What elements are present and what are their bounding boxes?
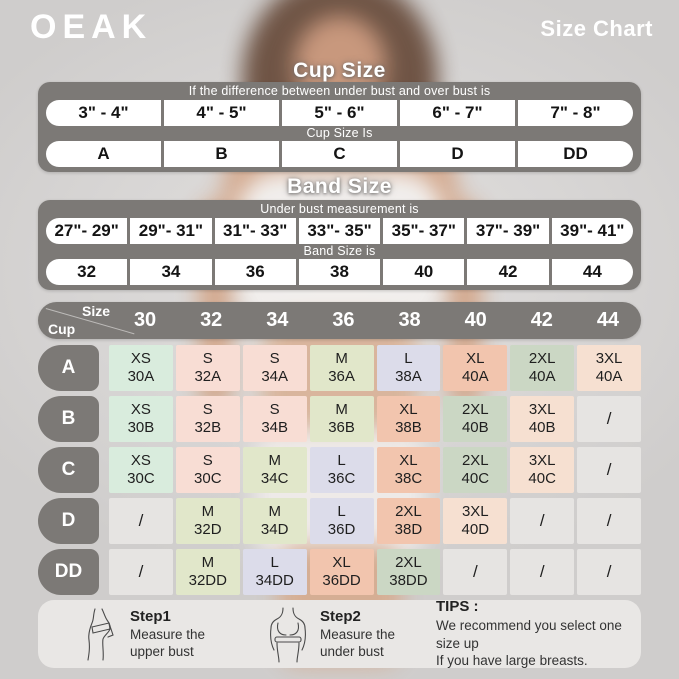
matrix-cell: XL 38C [377, 447, 441, 493]
band-range-cell: 35"- 37" [383, 218, 464, 244]
matrix-cell: / [109, 549, 173, 595]
matrix-col-header: 40 [464, 309, 487, 331]
band-range-cell: 33"- 35" [299, 218, 380, 244]
band-range-row [46, 218, 633, 244]
step1-text [130, 608, 232, 661]
matrix-cell: S 32A [176, 345, 240, 391]
matrix-cell: M 34C [243, 447, 307, 493]
matrix-cell: / [510, 549, 574, 595]
step1-line2: upper bust [130, 643, 194, 659]
band-number-cell: 44 [552, 259, 633, 285]
tips-line1: We recommend you select one size up [436, 618, 622, 651]
band-number-cell: 38 [299, 259, 380, 285]
cup-letter-cell: DD [518, 141, 633, 167]
band-range-cell: 29"- 31" [130, 218, 211, 244]
step2-line1: Measure the [320, 626, 396, 642]
matrix-cell: 3XL 40D [443, 498, 507, 544]
cup-diff-cell: 4" - 5" [164, 100, 279, 126]
measure-upper-bust-icon [80, 606, 120, 662]
matrix-row-label: DD [38, 549, 99, 595]
matrix-cell: 2XL 38DD [377, 549, 441, 595]
matrix-row [38, 498, 641, 544]
matrix-cell: L 38A [377, 345, 441, 391]
cup-diff-cell: 5" - 6" [282, 100, 397, 126]
matrix-cell: / [577, 549, 641, 595]
matrix-cell: XL 36DD [310, 549, 374, 595]
band-range-cell: 37"- 39" [467, 218, 548, 244]
tips-title: TIPS : [436, 598, 479, 616]
step2-title: Step2 [320, 607, 361, 625]
matrix-corner [38, 302, 112, 339]
matrix-cell: 3XL 40B [510, 396, 574, 442]
cup-diff-cell: 3" - 4" [46, 100, 161, 126]
tips-line2: If you have large breasts. [436, 653, 588, 669]
tips-block [422, 598, 625, 670]
band-range-cell: 39"- 41" [552, 218, 633, 244]
matrix-cell: / [577, 447, 641, 493]
matrix-cell: M 34D [243, 498, 307, 544]
matrix-cell: S 34B [243, 396, 307, 442]
matrix-cell: M 36A [310, 345, 374, 391]
matrix-cell: L 36C [310, 447, 374, 493]
matrix-cell: / [510, 498, 574, 544]
band-range-cell: 27"- 29" [46, 218, 127, 244]
band-number-cell: 34 [130, 259, 211, 285]
matrix-row-label: C [38, 447, 99, 493]
cup-letter-cell: C [282, 141, 397, 167]
matrix-cell: 2XL 40B [443, 396, 507, 442]
matrix-col-header: 34 [266, 309, 289, 331]
matrix-row [38, 549, 641, 595]
cup-letter-cell: B [164, 141, 279, 167]
matrix-cell: S 34A [243, 345, 307, 391]
cup-size-caption: Cup Size Is [306, 126, 373, 140]
matrix-cell: 2XL 40A [510, 345, 574, 391]
matrix-cell: 3XL 40A [577, 345, 641, 391]
size-chart-title: Size Chart [540, 16, 653, 41]
step2-text [320, 608, 422, 661]
step1-line1: Measure the [130, 626, 206, 642]
matrix-cell: / [443, 549, 507, 595]
cup-letter-cell: D [400, 141, 515, 167]
matrix-col-header: 30 [133, 309, 157, 331]
cup-diff-row [46, 100, 633, 126]
matrix-cell: 3XL 40C [510, 447, 574, 493]
band-number-cell: 36 [215, 259, 296, 285]
matrix-cell: XS 30A [109, 345, 173, 391]
matrix-cell: S 32B [176, 396, 240, 442]
matrix-col-header: 38 [398, 309, 421, 331]
matrix-body [38, 345, 641, 595]
band-size-section-title: Band Size [287, 175, 392, 198]
measure-under-bust-icon [266, 605, 310, 663]
cup-diff-caption: If the difference between under bust and over bust is [188, 84, 491, 98]
matrix-row-label: D [38, 498, 99, 544]
matrix-cell: S 30C [176, 447, 240, 493]
band-number-cell: 32 [46, 259, 127, 285]
matrix-cell: XS 30C [109, 447, 173, 493]
matrix-cell: M 36B [310, 396, 374, 442]
matrix-cell: / [109, 498, 173, 544]
band-range-cell: 31"- 33" [215, 218, 296, 244]
band-size-caption: Band Size is [303, 244, 376, 258]
cup-letter-row [46, 141, 633, 167]
band-number-cell: 40 [383, 259, 464, 285]
matrix-cell: L 36D [310, 498, 374, 544]
matrix-cell: M 32DD [176, 549, 240, 595]
matrix-cell: XL 40A [443, 345, 507, 391]
matrix-corner-cup-label: Cup [48, 321, 76, 337]
matrix-col-header: 42 [530, 309, 553, 331]
matrix-col-header: 36 [332, 309, 355, 331]
cup-diff-cell: 6" - 7" [400, 100, 515, 126]
cup-letter-cell: A [46, 141, 161, 167]
matrix-row [38, 345, 641, 391]
cup-size-table [38, 82, 641, 172]
cup-diff-cell: 7" - 8" [518, 100, 633, 126]
band-number-row [46, 259, 633, 285]
matrix-cell: L 34DD [243, 549, 307, 595]
matrix-cell: 2XL 40C [443, 447, 507, 493]
matrix-cell: 2XL 38D [377, 498, 441, 544]
band-range-caption: Under bust measurement is [260, 202, 419, 216]
step2-line2: under bust [320, 643, 384, 659]
step1-title: Step1 [130, 607, 171, 625]
cup-size-section-title: Cup Size [293, 59, 386, 82]
instructions-footer [38, 600, 641, 668]
oeak-logo: OEAK [30, 8, 153, 46]
band-number-cell: 42 [467, 259, 548, 285]
matrix-row-label: A [38, 345, 99, 391]
matrix-cell: / [577, 396, 641, 442]
matrix-corner-size-label: Size [81, 303, 110, 319]
matrix-row [38, 396, 641, 442]
matrix-cell: XS 30B [109, 396, 173, 442]
matrix-cell: / [577, 498, 641, 544]
band-size-table [38, 200, 641, 290]
matrix-col-header: 44 [596, 309, 620, 331]
matrix-row-label: B [38, 396, 99, 442]
matrix-cell: XL 38B [377, 396, 441, 442]
matrix-cell: M 32D [176, 498, 240, 544]
matrix-header [38, 302, 641, 339]
matrix-row [38, 447, 641, 493]
matrix-col-header: 32 [200, 309, 223, 331]
